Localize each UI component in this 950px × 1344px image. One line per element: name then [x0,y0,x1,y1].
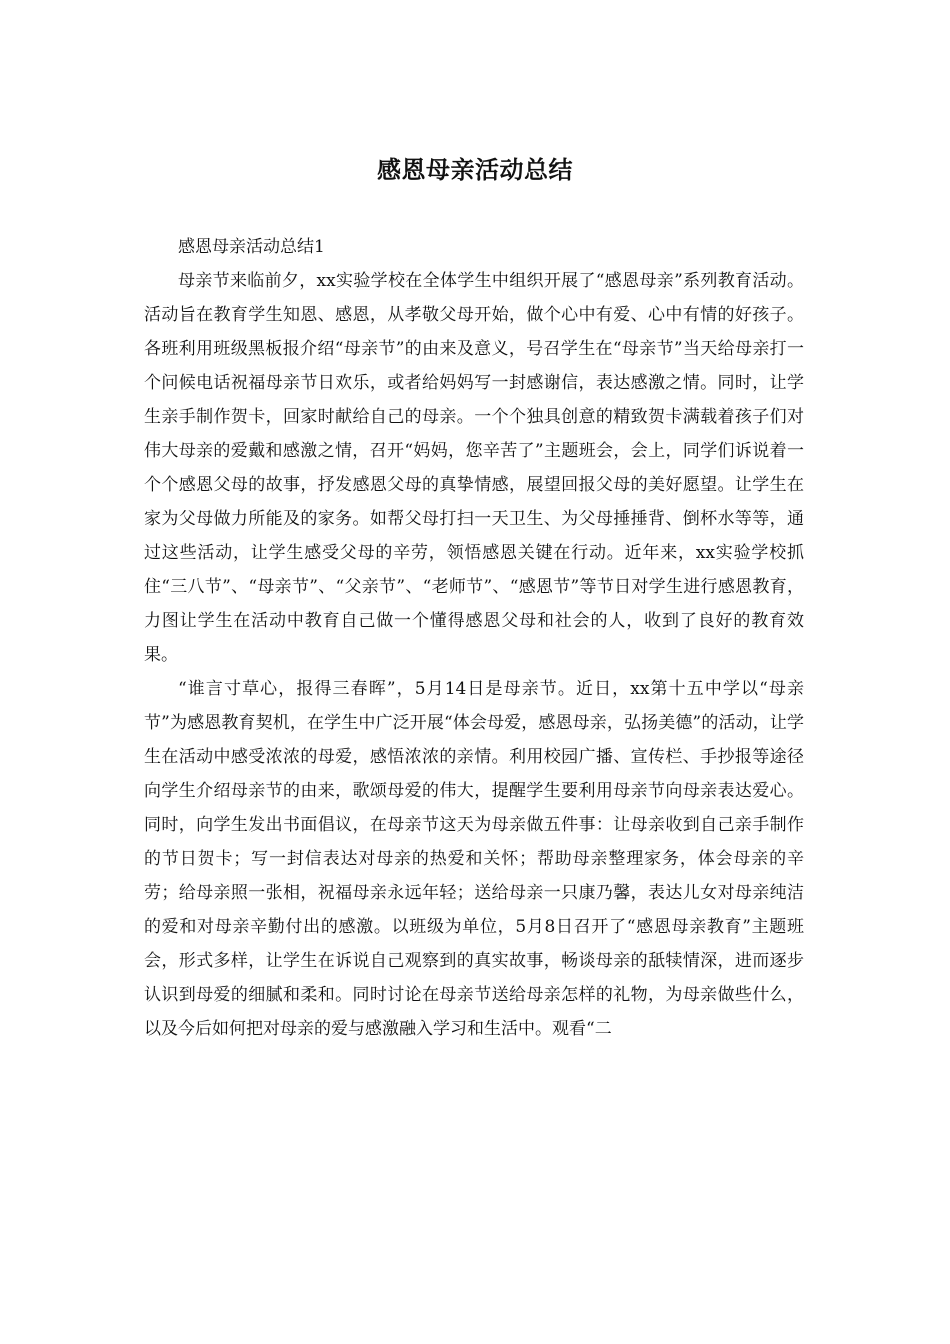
document-title: 感恩母亲活动总结 [377,156,573,184]
section-subheading: 感恩母亲活动总结1 [178,237,325,257]
body-paragraph-1: 母亲节来临前夕，xx实验学校在全体学生中组织开展了“感恩母亲”系列教育活动。活动旨在教育学生知恩、感恩，从孝敬父母开始，做个心中有爱、心中有情的好孩子。各班利用班级黑板报介绍“母亲节”的由来及意义，号召学生在“母亲节”当天给母亲打一个问候电话祝福母亲节日欢乐，或者给妈妈写一封感谢信，表达感激之情。同时，让学生亲手制作贺卡，回家时献给自己的母亲。一个个独具创意的精致贺卡满载着孩子们对伟大母亲的爱戴和感激之情，召开“妈妈，您辛苦了”主题班会，会上，同学们诉说着一个个感恩父母的故事，抒发感恩父母的真挚情感，展望回报父母的美好愿望。让学生在家为父母做力所能及的家务。如帮父母打扫一天卫生、为父母捶捶背、倒杯水等等，通过这些活动，让学生感受父母的辛劳，领悟感恩关键在行动。近年来，xx实验学校抓住“三八节”、“母亲节”、“父亲节”、“老师节”、“感恩节”等节日对学生进行感恩教育，力图让学生在活动中教育自己做一个懂得感恩父母和社会的人，收到了良好的教育效果。 [144,271,804,665]
document-body [144,230,804,1046]
body-paragraph-2: “谁言寸草心，报得三春晖”，5月14日是母亲节。近日，xx第十五中学以“母亲节”为感恩教育契机，在学生中广泛开展“体会母爱，感恩母亲，弘扬美德”的活动，让学生在活动中感受浓浓的母爱，感悟浓浓的亲情。利用校园广播、宣传栏、手抄报等途径向学生介绍母亲节的由来，歌颂母爱的伟大，提醒学生要利用母亲节向母亲表达爱心。同时，向学生发出书面倡议，在母亲节这天为母亲做五件事：让母亲收到自己亲手制作的节日贺卡；写一封信表达对母亲的热爱和关怀；帮助母亲整理家务，体会母亲的辛劳；给母亲照一张相，祝福母亲永远年轻；送给母亲一只康乃馨，表达儿女对母亲纯洁的爱和对母亲辛勤付出的感激。以班级为单位，5月8日召开了“感恩母亲教育”主题班会，形式多样，让学生在诉说自己观察到的真实故事，畅谈母亲的舐犊情深，进而逐步认识到母爱的细腻和柔和。同时讨论在母亲节送给母亲怎样的礼物，为母亲做些什么，以及今后如何把对母亲的爱与感激融入学习和生活中。观看“二 [144,679,804,1039]
